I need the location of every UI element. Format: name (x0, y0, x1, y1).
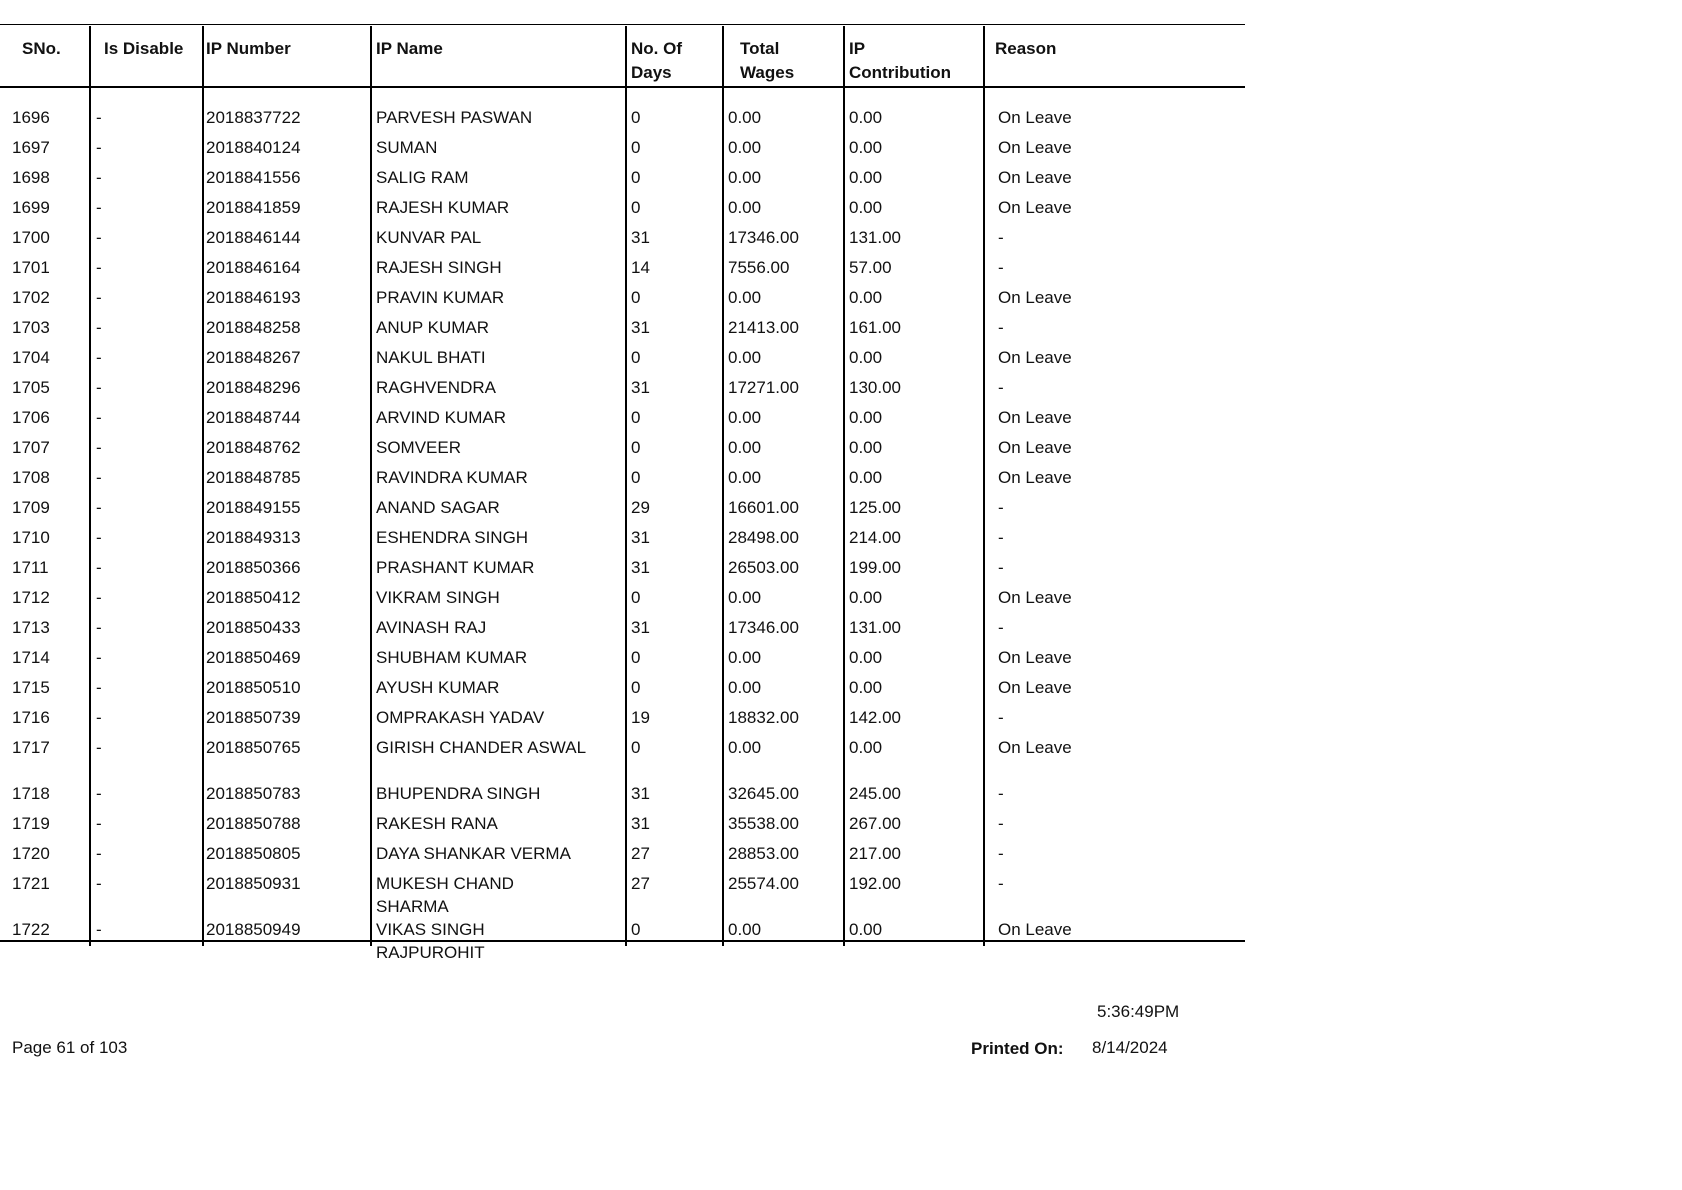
cell-days: 31 (631, 618, 650, 637)
cell-is-disable: - (96, 784, 102, 803)
cell-ip-name: PRAVIN KUMAR (376, 288, 505, 307)
cell-days: 0 (631, 348, 641, 367)
cell-contribution: 0.00 (849, 648, 883, 667)
cell-contribution: 125.00 (849, 498, 901, 517)
cell-ip-number: 2018850783 (206, 784, 301, 803)
cell-sno: 1722 (12, 920, 50, 939)
cell-sno: 1721 (12, 874, 50, 893)
cell-sno: 1710 (12, 528, 50, 547)
cell-reason: On Leave (998, 678, 1072, 697)
cell-wages: 18832.00 (728, 708, 799, 727)
cell-sno: 1703 (12, 318, 50, 337)
cell-is-disable: - (96, 168, 102, 187)
cell-sno: 1720 (12, 844, 50, 863)
cell-wages: 0.00 (728, 108, 762, 127)
cell-is-disable: - (96, 498, 102, 517)
cell-reason: - (998, 378, 1004, 397)
header-is-disable: Is Disable (104, 39, 184, 58)
cell-is-disable: - (96, 468, 102, 487)
cell-ip-number: 2018848762 (206, 438, 301, 457)
cell-ip-name: PARVESH PASWAN (376, 108, 533, 127)
cell-wages: 17346.00 (728, 228, 799, 247)
cell-ip-number: 2018846164 (206, 258, 301, 277)
cell-wages: 0.00 (728, 168, 762, 187)
cell-contribution: 0.00 (849, 408, 883, 427)
cell-ip-number: 2018848258 (206, 318, 301, 337)
cell-sno: 1717 (12, 738, 50, 757)
cell-days: 31 (631, 318, 650, 337)
cell-is-disable: - (96, 844, 102, 863)
cell-ip-name: ESHENDRA SINGH (376, 528, 529, 547)
column-divider (843, 26, 845, 946)
cell-ip-name: RAJESH KUMAR (376, 198, 510, 217)
cell-wages: 0.00 (728, 348, 762, 367)
header-ip-name: IP Name (376, 39, 443, 58)
header-bottom-rule (0, 86, 1245, 88)
cell-days: 0 (631, 588, 641, 607)
cell-reason: On Leave (998, 348, 1072, 367)
cell-ip-name: RAKESH RANA (376, 814, 498, 833)
cell-days: 0 (631, 678, 641, 697)
cell-is-disable: - (96, 874, 102, 893)
cell-reason: On Leave (998, 288, 1072, 307)
cell-reason: - (998, 844, 1004, 863)
cell-ip-name: VIKRAM SINGH (376, 588, 500, 607)
cell-is-disable: - (96, 438, 102, 457)
cell-ip-name: SHUBHAM KUMAR (376, 648, 528, 667)
cell-reason: On Leave (998, 198, 1072, 217)
cell-wages: 32645.00 (728, 784, 799, 803)
cell-contribution: 267.00 (849, 814, 901, 833)
cell-sno: 1704 (12, 348, 50, 367)
cell-is-disable: - (96, 348, 102, 367)
cell-contribution: 0.00 (849, 138, 883, 157)
cell-days: 0 (631, 168, 641, 187)
cell-ip-number: 2018841556 (206, 168, 301, 187)
cell-reason: - (998, 318, 1004, 337)
cell-reason: On Leave (998, 438, 1072, 457)
cell-contribution: 131.00 (849, 228, 901, 247)
cell-ip-name: RAVINDRA KUMAR (376, 468, 528, 487)
cell-wages: 16601.00 (728, 498, 799, 517)
printed-on-label: Printed On: (971, 1039, 1064, 1058)
cell-reason: On Leave (998, 108, 1072, 127)
cell-wages: 25574.00 (728, 874, 799, 893)
cell-ip-number: 2018846144 (206, 228, 301, 247)
cell-is-disable: - (96, 588, 102, 607)
cell-wages: 0.00 (728, 138, 762, 157)
cell-wages: 21413.00 (728, 318, 799, 337)
cell-sno: 1708 (12, 468, 50, 487)
cell-ip-number: 2018850931 (206, 874, 301, 893)
cell-sno: 1719 (12, 814, 50, 833)
cell-sno: 1715 (12, 678, 50, 697)
cell-reason: - (998, 874, 1004, 893)
cell-days: 31 (631, 378, 650, 397)
cell-wages: 0.00 (728, 678, 762, 697)
cell-days: 0 (631, 288, 641, 307)
cell-contribution: 0.00 (849, 108, 883, 127)
cell-days: 0 (631, 920, 641, 939)
cell-contribution: 0.00 (849, 168, 883, 187)
cell-contribution: 199.00 (849, 558, 901, 577)
cell-is-disable: - (96, 408, 102, 427)
column-divider (625, 26, 627, 946)
column-divider (89, 26, 91, 946)
cell-contribution: 130.00 (849, 378, 901, 397)
cell-ip-number: 2018850805 (206, 844, 301, 863)
cell-ip-name: OMPRAKASH YADAV (376, 708, 545, 727)
cell-reason: On Leave (998, 738, 1072, 757)
cell-days: 27 (631, 844, 650, 863)
cell-wages: 35538.00 (728, 814, 799, 833)
cell-is-disable: - (96, 738, 102, 757)
cell-contribution: 217.00 (849, 844, 901, 863)
header-total-wages: Total Wages (740, 39, 795, 82)
cell-sno: 1713 (12, 618, 50, 637)
cell-ip-name: KUNVAR PAL (376, 228, 482, 247)
cell-ip-number: 2018850469 (206, 648, 301, 667)
cell-sno: 1698 (12, 168, 50, 187)
column-divider (202, 26, 204, 946)
cell-contribution: 57.00 (849, 258, 892, 277)
cell-sno: 1697 (12, 138, 50, 157)
cell-ip-name: PRASHANT KUMAR (376, 558, 535, 577)
cell-contribution: 131.00 (849, 618, 901, 637)
cell-ip-number: 2018848744 (206, 408, 301, 427)
cell-is-disable: - (96, 138, 102, 157)
cell-ip-name: SUMAN (376, 138, 438, 157)
cell-ip-name: BHUPENDRA SINGH (376, 784, 541, 803)
cell-sno: 1714 (12, 648, 50, 667)
cell-is-disable: - (96, 318, 102, 337)
cell-ip-number: 2018850366 (206, 558, 301, 577)
cell-is-disable: - (96, 558, 102, 577)
cell-ip-number: 2018850739 (206, 708, 301, 727)
cell-wages: 7556.00 (728, 258, 790, 277)
cell-ip-number: 2018850788 (206, 814, 301, 833)
cell-wages: 0.00 (728, 468, 762, 487)
cell-reason: On Leave (998, 408, 1072, 427)
cell-reason: - (998, 708, 1004, 727)
cell-ip-number: 2018848267 (206, 348, 301, 367)
cell-reason: On Leave (998, 168, 1072, 187)
cell-is-disable: - (96, 258, 102, 277)
cell-is-disable: - (96, 814, 102, 833)
cell-contribution: 0.00 (849, 198, 883, 217)
cell-is-disable: - (96, 228, 102, 247)
table-top-rule (0, 24, 1245, 25)
cell-reason: On Leave (998, 468, 1072, 487)
cell-ip-name: MUKESH CHAND SHARMA (376, 874, 514, 916)
cell-is-disable: - (96, 648, 102, 667)
header-sno: SNo. (22, 39, 61, 58)
header-ip-contribution: IP Contribution (849, 39, 951, 82)
cell-ip-number: 2018837722 (206, 108, 301, 127)
column-divider (370, 26, 372, 946)
header-ip-number: IP Number (206, 39, 291, 58)
cell-ip-number: 2018840124 (206, 138, 301, 157)
cell-days: 31 (631, 784, 650, 803)
cell-is-disable: - (96, 198, 102, 217)
cell-contribution: 0.00 (849, 468, 883, 487)
cell-ip-name: DAYA SHANKAR VERMA (376, 844, 571, 863)
cell-reason: - (998, 258, 1004, 277)
cell-sno: 1711 (12, 558, 49, 577)
print-date: 8/14/2024 (1092, 1038, 1168, 1057)
cell-days: 0 (631, 468, 641, 487)
cell-contribution: 214.00 (849, 528, 901, 547)
cell-ip-number: 2018850412 (206, 588, 301, 607)
cell-ip-name: RAJESH SINGH (376, 258, 502, 277)
cell-wages: 17346.00 (728, 618, 799, 637)
cell-sno: 1700 (12, 228, 50, 247)
cell-ip-number: 2018850765 (206, 738, 301, 757)
cell-is-disable: - (96, 288, 102, 307)
cell-days: 31 (631, 228, 650, 247)
page-number: Page 61 of 103 (12, 1038, 128, 1057)
cell-sno: 1709 (12, 498, 50, 517)
cell-contribution: 0.00 (849, 588, 883, 607)
cell-wages: 28498.00 (728, 528, 799, 547)
cell-is-disable: - (96, 618, 102, 637)
cell-reason: On Leave (998, 138, 1072, 157)
cell-ip-number: 2018850510 (206, 678, 301, 697)
cell-contribution: 0.00 (849, 738, 883, 757)
cell-wages: 0.00 (728, 288, 762, 307)
cell-wages: 28853.00 (728, 844, 799, 863)
cell-days: 0 (631, 408, 641, 427)
cell-wages: 0.00 (728, 738, 762, 757)
cell-ip-number: 2018849313 (206, 528, 301, 547)
cell-reason: - (998, 784, 1004, 803)
cell-ip-number: 2018850949 (206, 920, 301, 939)
cell-contribution: 245.00 (849, 784, 901, 803)
cell-ip-name: NAKUL BHATI (376, 348, 486, 367)
cell-wages: 0.00 (728, 198, 762, 217)
cell-reason: - (998, 618, 1004, 637)
cell-days: 27 (631, 874, 650, 893)
cell-ip-name: ANUP KUMAR (376, 318, 490, 337)
header-reason: Reason (995, 39, 1057, 58)
cell-ip-name: SOMVEER (376, 438, 462, 457)
cell-days: 31 (631, 558, 650, 577)
cell-reason: - (998, 528, 1004, 547)
cell-wages: 0.00 (728, 438, 762, 457)
column-divider (983, 26, 985, 946)
print-time: 5:36:49PM (1097, 1002, 1180, 1021)
cell-days: 31 (631, 528, 650, 547)
cell-wages: 0.00 (728, 588, 762, 607)
cell-reason: On Leave (998, 920, 1072, 939)
column-divider (722, 26, 724, 946)
cell-days: 29 (631, 498, 650, 517)
cell-sno: 1699 (12, 198, 50, 217)
cell-ip-name: GIRISH CHANDER ASWAL (376, 738, 587, 757)
cell-wages: 0.00 (728, 648, 762, 667)
cell-sno: 1702 (12, 288, 50, 307)
cell-days: 0 (631, 438, 641, 457)
cell-is-disable: - (96, 528, 102, 547)
cell-ip-number: 2018846193 (206, 288, 301, 307)
cell-sno: 1701 (12, 258, 50, 277)
cell-days: 0 (631, 138, 641, 157)
cell-ip-number: 2018848296 (206, 378, 301, 397)
cell-ip-name: RAGHVENDRA (376, 378, 496, 397)
cell-is-disable: - (96, 920, 102, 939)
cell-sno: 1712 (12, 588, 50, 607)
cell-is-disable: - (96, 378, 102, 397)
cell-contribution: 0.00 (849, 678, 883, 697)
cell-contribution: 0.00 (849, 348, 883, 367)
cell-reason: On Leave (998, 648, 1072, 667)
cell-ip-number: 2018841859 (206, 198, 301, 217)
cell-days: 0 (631, 738, 641, 757)
cell-sno: 1706 (12, 408, 50, 427)
cell-ip-name: VIKAS SINGH RAJPUROHIT (376, 920, 485, 962)
cell-is-disable: - (96, 108, 102, 127)
cell-ip-number: 2018848785 (206, 468, 301, 487)
cell-sno: 1718 (12, 784, 50, 803)
cell-ip-number: 2018850433 (206, 618, 301, 637)
cell-contribution: 0.00 (849, 438, 883, 457)
cell-days: 19 (631, 708, 650, 727)
cell-wages: 26503.00 (728, 558, 799, 577)
cell-sno: 1705 (12, 378, 50, 397)
cell-reason: - (998, 228, 1004, 247)
cell-wages: 0.00 (728, 920, 762, 939)
cell-days: 31 (631, 814, 650, 833)
cell-contribution: 192.00 (849, 874, 901, 893)
cell-contribution: 0.00 (849, 288, 883, 307)
cell-reason: On Leave (998, 588, 1072, 607)
cell-ip-name: AYUSH KUMAR (376, 678, 500, 697)
cell-wages: 17271.00 (728, 378, 799, 397)
cell-ip-number: 2018849155 (206, 498, 301, 517)
cell-days: 0 (631, 198, 641, 217)
cell-sno: 1716 (12, 708, 50, 727)
cell-contribution: 142.00 (849, 708, 901, 727)
header-no-of-days: No. Of Days (631, 39, 682, 82)
cell-is-disable: - (96, 678, 102, 697)
cell-is-disable: - (96, 708, 102, 727)
cell-ip-name: SALIG RAM (376, 168, 469, 187)
cell-days: 14 (631, 258, 650, 277)
cell-ip-name: AVINASH RAJ (376, 618, 487, 637)
cell-days: 0 (631, 648, 641, 667)
cell-ip-name: ARVIND KUMAR (376, 408, 507, 427)
cell-days: 0 (631, 108, 641, 127)
cell-contribution: 0.00 (849, 920, 883, 939)
cell-contribution: 161.00 (849, 318, 901, 337)
cell-sno: 1707 (12, 438, 50, 457)
cell-wages: 0.00 (728, 408, 762, 427)
cell-reason: - (998, 558, 1004, 577)
cell-reason: - (998, 814, 1004, 833)
cell-ip-name: ANAND SAGAR (376, 498, 500, 517)
cell-sno: 1696 (12, 108, 50, 127)
cell-reason: - (998, 498, 1004, 517)
